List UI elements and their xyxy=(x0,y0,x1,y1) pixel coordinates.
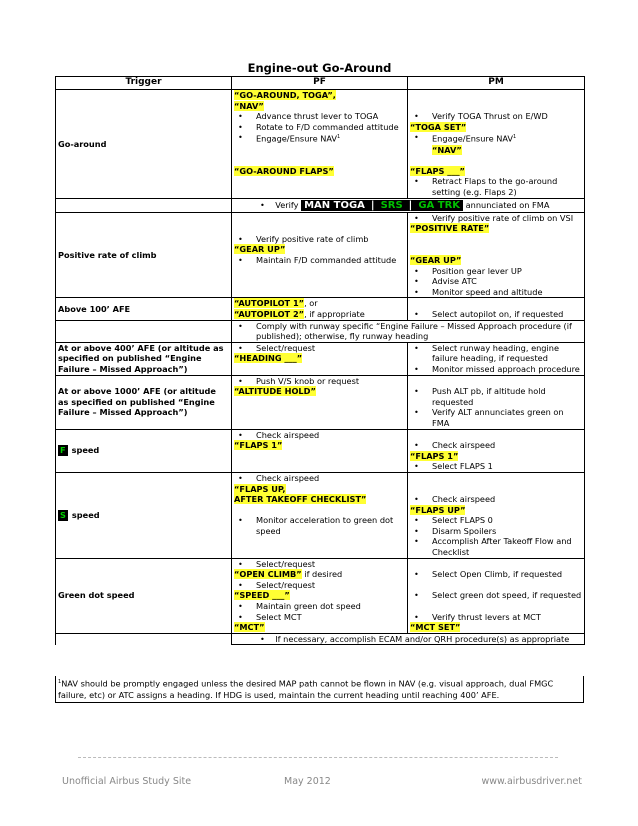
pf-green-dot: • Select/request “OPEN CLIMB” if desired • Select/request “SPEED ___” • Maintain green dot speed • Select MCT “MCT” xyxy=(232,558,408,633)
f-speed-symbol: F xyxy=(60,445,66,456)
pm-step: • Check airspeed xyxy=(410,440,582,451)
pm-step: • Select runway heading, engine failure heading, if requested xyxy=(410,343,582,364)
pm-step: • Monitor speed and altitude xyxy=(410,287,582,298)
pf-step: • Select/request xyxy=(234,580,405,591)
fma-ga-trk: GA TRK xyxy=(418,199,461,211)
pf-f-speed xyxy=(232,429,408,472)
row-above-400 xyxy=(56,342,585,375)
footer-date: May 2012 xyxy=(284,776,331,787)
footer-site-name: Unofficial Airbus Study Site xyxy=(62,776,192,787)
header-pf: PF xyxy=(232,77,408,90)
footer-url[interactable]: www.airbusdriver.net xyxy=(481,776,582,787)
row-f-speed xyxy=(56,429,585,472)
pm-step: • Push ALT pb, if altitude hold requested xyxy=(410,386,582,407)
pf-step: • Maintain F/D commanded attitude xyxy=(234,255,405,266)
pm-step: • Verify ALT annunciates green on FMA xyxy=(410,407,582,428)
pm-above-1000 xyxy=(408,375,585,429)
pf-step: • Advance thrust lever to TOGA xyxy=(234,111,405,122)
pm-go-around xyxy=(408,90,585,199)
row-green-dot xyxy=(56,558,585,633)
pm-step: • Select green dot speed, if requested xyxy=(410,590,582,601)
pm-step: • Disarm Spoilers xyxy=(410,526,582,537)
pf-step: • Maintain green dot speed xyxy=(234,601,405,612)
pf-step: • Engage/Ensure NAV$^1$ xyxy=(234,132,405,144)
row-above-100 xyxy=(56,298,585,320)
pm-f-speed xyxy=(408,429,585,472)
ecam-note: • If necessary, accomplish ECAM and/or QRH procedure(s) as appropriate xyxy=(232,633,585,645)
row-ecam xyxy=(56,633,585,645)
pm-step: • Accomplish After Takeoff Flow and Checklist xyxy=(410,536,582,557)
pf-callout: “GO-AROUND, TOGA”, xyxy=(234,90,336,100)
pf-step: • Select/request xyxy=(234,343,405,354)
pf-callout: “NAV” xyxy=(234,100,264,111)
page-title: Engine-out Go-Around xyxy=(247,61,392,75)
row-positive-rate xyxy=(56,212,585,298)
pm-step: • Monitor missed approach procedure xyxy=(410,364,582,375)
pf-step: • Monitor acceleration to green dot speed xyxy=(234,515,405,536)
pf-callout: “GO-AROUND FLAPS” xyxy=(234,165,334,176)
pm-callout: “NAV” xyxy=(432,144,462,155)
pf-step: • Push V/S knob or request xyxy=(234,376,405,387)
fma-man-toga: MAN TOGA xyxy=(301,200,368,211)
pm-above-100 xyxy=(408,298,585,320)
pm-callout: “MCT SET” xyxy=(410,622,461,633)
pm-step: • Select autopilot on, if requested xyxy=(410,309,582,320)
pm-step: • Select FLAPS 0 xyxy=(410,515,582,526)
pf-above-100: “AUTOPILOT 1”, or “AUTOPILOT 2”, if appropriate xyxy=(232,298,408,320)
pm-green-dot xyxy=(408,558,585,633)
fma-verify: • Verify MAN TOGA | SRS | GA TRK annunciated on FMA xyxy=(232,198,585,212)
pf-above-400 xyxy=(232,342,408,375)
procedure-table xyxy=(55,76,585,645)
trigger-green-dot: Green dot speed xyxy=(56,558,232,633)
pm-above-400 xyxy=(408,342,585,375)
procedure-sheet xyxy=(55,60,584,645)
pf-s-speed: • Check airspeed “FLAPS UP, AFTER TAKEOFF CHECKLIST” • Monitor acceleration to green dot speed xyxy=(232,472,408,558)
pf-above-1000 xyxy=(232,375,408,429)
pf-callout: “GEAR UP” xyxy=(234,244,286,255)
pf-step: • Select/request xyxy=(234,559,405,570)
pf-go-around xyxy=(232,90,408,199)
pm-positive-rate xyxy=(408,212,585,298)
pf-callout: “HEADING ___” xyxy=(234,353,303,364)
s-speed-symbol: S xyxy=(60,510,66,520)
pm-callout: “FLAPS 1” xyxy=(410,450,459,461)
row-runway-procedure xyxy=(56,320,585,342)
runway-procedure: • Comply with runway specific “Engine Failure – Missed Approach procedure (if published); otherwise, fly runway heading xyxy=(232,320,585,342)
footer-divider xyxy=(78,757,558,758)
fma-srs: SRS xyxy=(380,199,403,211)
trigger-above-400: At or above 400’ AFE (or altitude as specified on published “Engine Failure – Missed Approach”) xyxy=(56,342,232,375)
pm-callout: “TOGA SET” xyxy=(410,121,467,132)
trigger-positive-rate: Positive rate of climb xyxy=(56,212,232,298)
pm-step: • Select FLAPS 1 xyxy=(410,461,582,472)
trigger-above-100: Above 100’ AFE xyxy=(56,298,232,320)
pm-step: • Check airspeed xyxy=(410,494,582,505)
row-s-speed xyxy=(56,472,585,558)
trigger-above-1000: At or above 1000’ AFE (or altitude as specified on published “Engine Failure – Missed Approach”) xyxy=(56,375,232,429)
pm-callout: “POSITIVE RATE” xyxy=(410,223,490,234)
header-pm: PM xyxy=(408,77,585,90)
pm-step: • Verify thrust levers at MCT xyxy=(410,612,582,623)
pf-step: • Select MCT xyxy=(234,612,405,623)
pm-step: • Advise ATC xyxy=(410,276,582,287)
pm-step: • Retract Flaps to the go-around setting (e.g. Flaps 2) xyxy=(410,176,582,197)
row-above-1000 xyxy=(56,375,585,429)
header-trigger: Trigger xyxy=(56,77,232,90)
pf-step: • Check airspeed xyxy=(234,473,405,484)
pf-callout: “FLAPS 1” xyxy=(234,440,283,451)
pm-callout: “FLAPS ___” xyxy=(410,165,465,176)
pm-callout: “FLAPS UP” xyxy=(410,504,466,515)
pf-positive-rate xyxy=(232,212,408,298)
pm-step: • Verify TOGA Thrust on E/WD xyxy=(410,111,582,122)
trigger-go-around: Go-around xyxy=(56,90,232,199)
row-go-around xyxy=(56,90,585,199)
trigger-s-speed: S speed xyxy=(56,472,232,558)
pf-step: • Verify positive rate of climb xyxy=(234,234,405,245)
pm-step: • Verify positive rate of climb on VSI xyxy=(410,213,582,224)
pf-callout: “ALTITUDE HOLD” xyxy=(234,386,316,397)
pf-step: • Check airspeed xyxy=(234,430,405,441)
pf-step: • Rotate to F/D commanded attitude xyxy=(234,122,405,133)
row-fma-verify xyxy=(56,198,585,212)
pm-callout: “GEAR UP” xyxy=(410,255,462,266)
pm-step: • Position gear lever UP xyxy=(410,266,582,277)
header-row xyxy=(56,77,585,90)
trigger-f-speed: F speed xyxy=(56,429,232,472)
pm-step: • Engage/Ensure NAV$^1$ xyxy=(410,132,582,144)
pm-step: • Select Open Climb, if requested xyxy=(410,569,582,580)
pm-s-speed xyxy=(408,472,585,558)
footnote: $^1$NAV should be promptly engaged unless the desired MAP path cannot be flown in NAV (e.g. visual approach, dual FMGC failure, etc) or ATC assigns a heading. If HDG is used, maintain the current heading until reaching 400’ AFE. xyxy=(55,676,584,703)
